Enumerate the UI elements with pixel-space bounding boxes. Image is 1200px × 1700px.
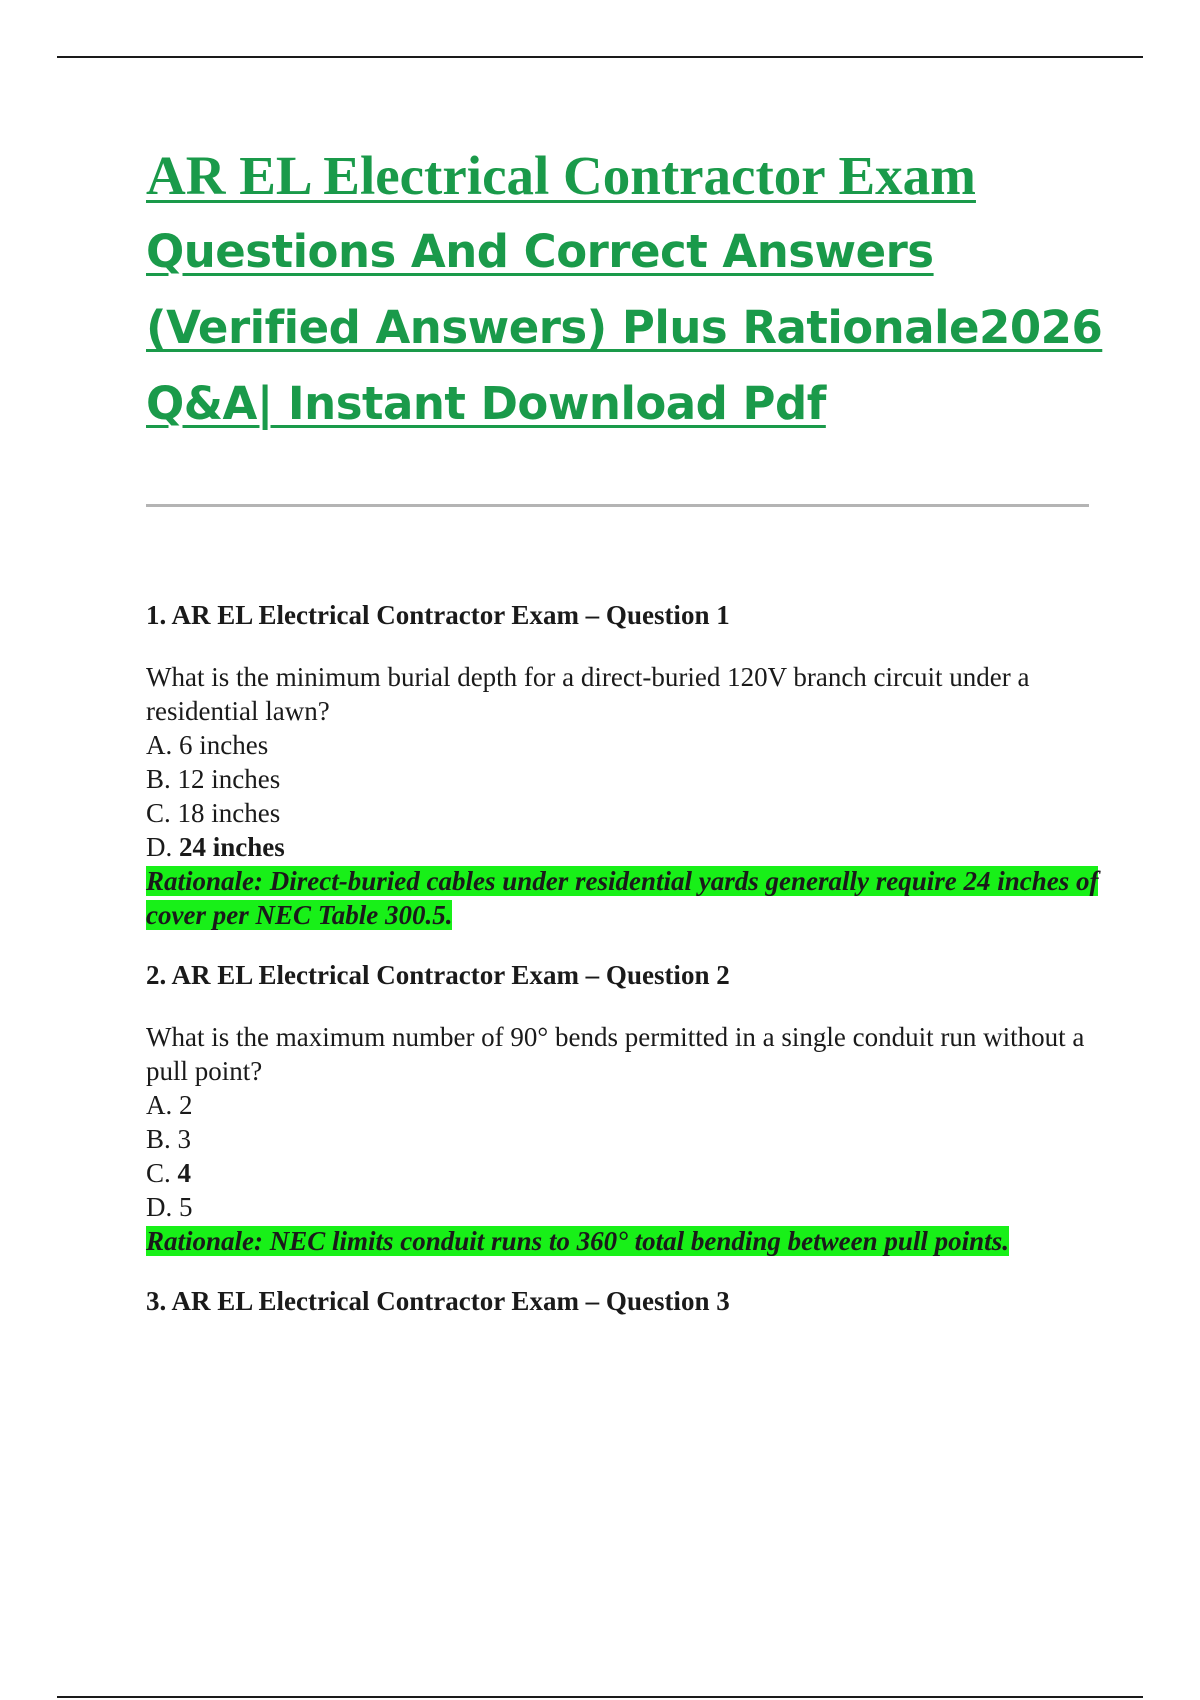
option-value: 6 inches: [179, 730, 269, 760]
question-2: [146, 958, 1106, 1258]
answer-option-d: [146, 1190, 1106, 1224]
answer-option-b: [146, 1122, 1106, 1156]
option-prefix: C.: [146, 798, 178, 828]
option-prefix: A.: [146, 1090, 179, 1120]
question-text: What is the maximum number of 90° bends permitted in a single conduit run without a pull point?: [146, 1022, 1085, 1086]
option-prefix: D.: [146, 1192, 179, 1222]
option-prefix: A.: [146, 730, 179, 760]
question-heading: 2. AR EL Electrical Contractor Exam – Question 2: [146, 960, 730, 990]
top-rule: [57, 56, 1143, 58]
rationale: [146, 864, 1106, 932]
option-prefix: D.: [146, 832, 179, 862]
option-value: 5: [179, 1192, 193, 1222]
option-value: 3: [177, 1124, 192, 1154]
questions-section: [146, 598, 1106, 1346]
question-3: [146, 1284, 1106, 1318]
bottom-rule: [57, 1696, 1143, 1698]
rationale-highlight: Rationale: Direct-buried cables under residential yards generally require 24 inches of cover per NEC Table 300.5.: [146, 866, 1099, 930]
answer-option-c: [146, 796, 1106, 830]
option-value: 18 inches: [177, 798, 281, 828]
question-heading: 3. AR EL Electrical Contractor Exam – Question 3: [146, 1286, 730, 1316]
question-1: [146, 598, 1106, 932]
title-line-4[interactable]: Q&A| Instant Download Pdf: [146, 377, 826, 430]
correct-option-value: 4: [177, 1158, 192, 1188]
title-divider: [146, 504, 1089, 507]
option-prefix: C.: [146, 1158, 178, 1188]
option-prefix: B.: [146, 1124, 178, 1154]
title-line-3[interactable]: (Verified Answers) Plus Rationale2026: [146, 301, 1103, 354]
rationale: [146, 1224, 1106, 1258]
option-value: 12 inches: [177, 764, 281, 794]
question-text: What is the minimum burial depth for a direct-buried 120V branch circuit under a residential lawn?: [146, 662, 1030, 726]
answer-option-b: [146, 762, 1106, 796]
answer-option-d: [146, 830, 1106, 864]
option-prefix: B.: [146, 764, 178, 794]
title-line-1[interactable]: AR EL Electrical Contractor Exam: [146, 145, 976, 206]
answer-option-a: [146, 1088, 1106, 1122]
question-heading: 1. AR EL Electrical Contractor Exam – Question 1: [146, 600, 730, 630]
document-title[interactable]: [146, 144, 1106, 448]
answer-option-c: [146, 1156, 1106, 1190]
correct-option-value: 24 inches: [179, 832, 285, 862]
title-link[interactable]: [146, 144, 1106, 448]
rationale-highlight: Rationale: NEC limits conduit runs to 360° total bending between pull points.: [146, 1226, 1009, 1256]
option-value: 2: [179, 1090, 193, 1120]
answer-option-a: [146, 728, 1106, 762]
title-line-2[interactable]: Questions And Correct Answers: [146, 225, 934, 278]
